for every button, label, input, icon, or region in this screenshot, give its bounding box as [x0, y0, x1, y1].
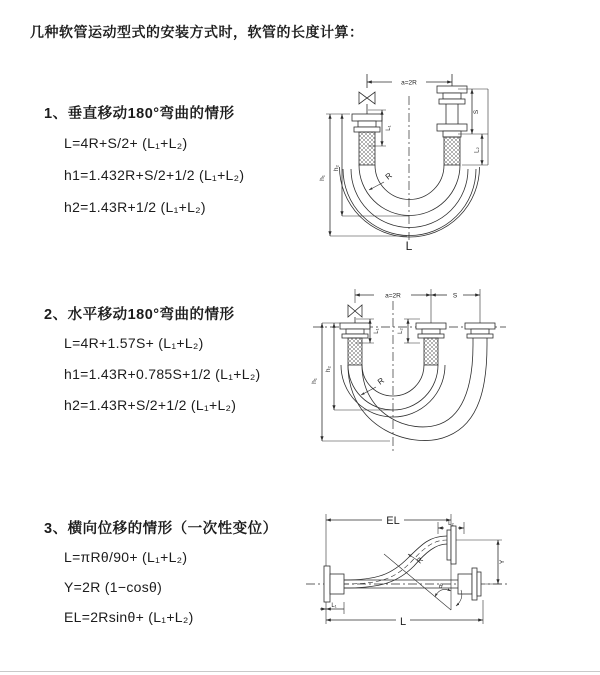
dim-label-h1: h₁ [311, 378, 318, 384]
d3-labels [331, 515, 506, 628]
dim-label-l2: L₂ [398, 328, 404, 334]
dim-label-y: Y [499, 559, 506, 565]
section1-formula-L: L=4R+S/2+ (L₁+L₂) [64, 135, 188, 151]
radius-label: R [414, 555, 426, 566]
dim-label-h2: h₂ [333, 164, 340, 172]
braided-hose-section [348, 338, 362, 365]
length-label: L [405, 239, 413, 253]
valve-icon [348, 305, 362, 317]
dim-label-a2r: a=2R [385, 292, 401, 300]
section3-formula-Y: Y=2R (1−cosθ) [64, 579, 163, 595]
length-label: L [399, 616, 407, 628]
braided-hose-section [359, 132, 375, 165]
section2-formula-L: L=4R+1.57S+ (L₁+L₂) [64, 335, 204, 351]
d1-linework [326, 74, 488, 240]
dim-label-el: EL [386, 515, 400, 527]
d2-linework [313, 289, 506, 451]
dim-label-l2: L₂ [474, 147, 481, 153]
section3-formula-EL: EL=2Rsinθ+ (L₁+L₂) [64, 609, 194, 625]
diagram-horizontal-180-bend [308, 283, 598, 468]
page-bottom-rule [0, 671, 600, 672]
valve-icon [359, 92, 375, 104]
dim-label-s: S [473, 109, 480, 115]
dim-label-h1: h₁ [319, 175, 326, 181]
dim-label-h2: h₂ [325, 365, 332, 373]
angle-theta-label: θ [439, 583, 443, 590]
dim-label-l1: L₁ [374, 328, 380, 334]
section3-formula-L: L=πRθ/90+ (L₁+L₂) [64, 549, 188, 565]
dim-label-l2: L₂ [448, 521, 454, 527]
dim-label-l1: L₁ [331, 603, 337, 609]
dim-label-l1: L₁ [386, 125, 392, 131]
section1-formula-h1: h1=1.432R+S/2+1/2 (L₁+L₂) [64, 167, 245, 183]
braided-hose-section [444, 137, 460, 165]
diagram-vertical-180-bend [312, 68, 582, 263]
dim-label-s: S [452, 292, 458, 300]
section2-formula-h2: h2=1.43R+S/2+1/2 (L₁+L₂) [64, 397, 237, 413]
radius-label: R [383, 170, 394, 182]
dim-label-a2r: a=2R [401, 79, 417, 87]
section1-heading: 1、垂直移动180°弯曲的情形 [44, 106, 235, 122]
section2-formula-h1: h1=1.43R+0.785S+1/2 (L₁+L₂) [64, 366, 261, 382]
radius-label: R [375, 375, 386, 387]
diagram-lateral-displacement [298, 498, 593, 648]
section1-formula-h2: h2=1.43R+1/2 (L₁+L₂) [64, 199, 206, 215]
page-title: 几种软管运动型式的安装方式时，软管的长度计算： [30, 24, 364, 40]
braided-hose-section [424, 338, 438, 365]
section3-heading: 3、横向位移的情形（一次性变位） [44, 521, 278, 537]
section2-heading: 2、水平移动180°弯曲的情形 [44, 307, 235, 323]
